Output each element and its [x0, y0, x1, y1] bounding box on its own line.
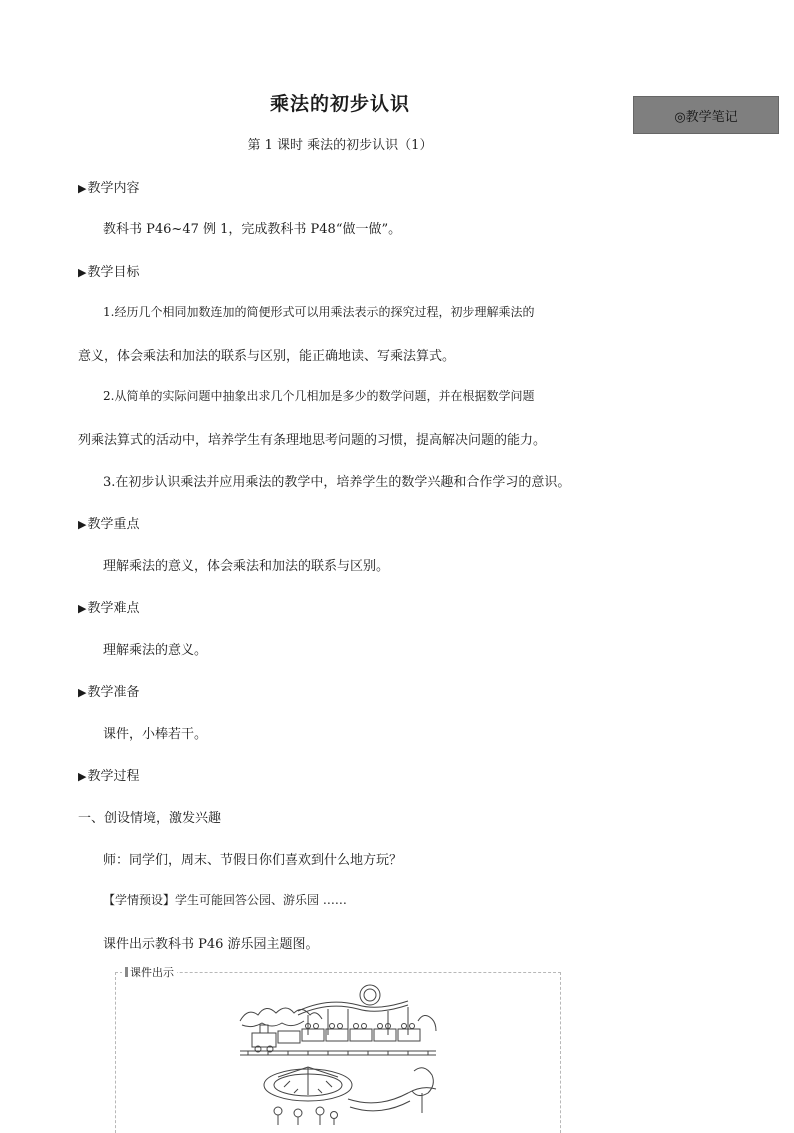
section-heading-difficulty — [78, 597, 139, 616]
courseware-instruction: 课件出示教科书 P46 游乐园主题图。 — [103, 937, 319, 952]
goal-1-line-2: 意义，体会乘法和加法的联系与区别，能正确地读、写乘法算式。 — [78, 349, 456, 364]
triangle-bullet-icon: ▶ — [78, 770, 87, 783]
goal-2-line-1: 2.从简单的实际问题中抽象出求几个几相加是多少的数学问题，并在根据数学问题 — [103, 389, 535, 403]
courseware-box — [115, 966, 561, 1133]
student-preset: 【学情预设】学生可能回答公园、游乐园 …… — [103, 893, 347, 907]
courseware-tag-label: 课件出示 — [130, 966, 174, 979]
triangle-bullet-icon: ▶ — [78, 182, 87, 195]
heading-text: 教学重点 — [87, 517, 140, 532]
teaching-notes-label: ◎教学笔记 — [633, 96, 779, 134]
content-text: 教科书 P46~47 例 1，完成教科书 P48“做一做”。 — [103, 222, 402, 237]
goal-3: 3.在初步认识乘法并应用乘法的教学中，培养学生的数学兴趣和合作学习的意识。 — [103, 475, 571, 490]
section-heading-prep — [78, 681, 139, 700]
section-heading-key — [78, 513, 139, 532]
lesson-subtitle: 第 1 课时 乘法的初步认识（1） — [247, 138, 433, 153]
heading-text: 教学内容 — [87, 181, 140, 196]
section-heading-content — [78, 177, 139, 196]
heading-text: 教学过程 — [87, 769, 140, 784]
difficulty-text: 理解乘法的意义。 — [103, 643, 208, 658]
prep-text: 课件，小棒若干。 — [103, 727, 208, 742]
teacher-question: 师：同学们，周末、节假日你们喜欢到什么地方玩？ — [103, 853, 403, 868]
tag-bar-icon — [125, 967, 128, 977]
section-heading-goals — [78, 261, 139, 280]
amusement-park-illustration — [238, 981, 438, 1127]
key-text: 理解乘法的意义，体会乘法和加法的联系与区别。 — [103, 559, 390, 574]
page-title: 乘法的初步认识 — [269, 93, 410, 115]
part-1-heading: 一、创设情境，激发兴趣 — [78, 811, 222, 826]
goal-2-line-2: 列乘法算式的活动中，培养学生有条理地思考问题的习惯，提高解决问题的能力。 — [78, 433, 547, 448]
section-heading-process — [78, 765, 139, 784]
heading-text: 教学目标 — [87, 265, 140, 280]
courseware-tag — [122, 964, 177, 980]
triangle-bullet-icon: ▶ — [78, 266, 87, 279]
triangle-bullet-icon: ▶ — [78, 518, 87, 531]
heading-text: 教学难点 — [87, 601, 140, 616]
goal-1-line-1: 1.经历几个相同加数连加的简便形式可以用乘法表示的探究过程，初步理解乘法的 — [103, 305, 535, 319]
triangle-bullet-icon: ▶ — [78, 602, 87, 615]
triangle-bullet-icon: ▶ — [78, 686, 87, 699]
heading-text: 教学准备 — [87, 685, 140, 700]
